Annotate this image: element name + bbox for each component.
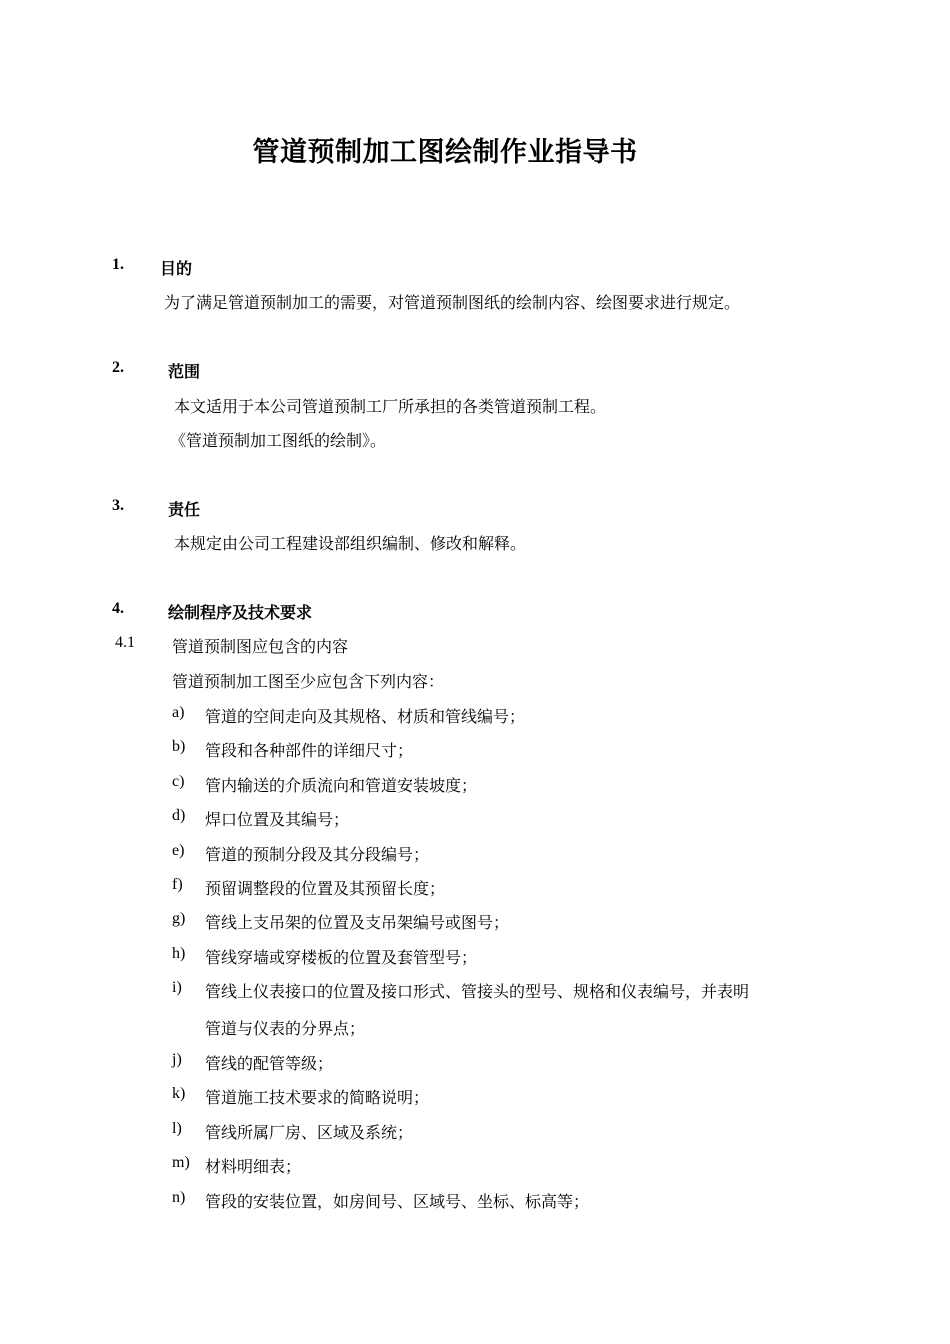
list-item-label: j) xyxy=(172,1051,182,1068)
list-item: 管线的配管等级； xyxy=(205,1054,334,1073)
section-4-heading: 绘制程序及技术要求 xyxy=(168,603,313,622)
list-item: 管线上支吊架的位置及支吊架编号或图号； xyxy=(205,913,510,932)
list-item-label: i) xyxy=(172,979,182,996)
list-item-label: b) xyxy=(172,738,186,755)
list-item: 管内输送的介质流向和管道安装坡度； xyxy=(205,776,478,795)
section-1-number: 1. xyxy=(112,256,124,273)
list-item: 管线所属厂房、区域及系统； xyxy=(205,1123,414,1142)
list-item: 管道的空间走向及其规格、材质和管线编号； xyxy=(205,707,526,726)
section-3-heading: 责任 xyxy=(168,500,201,519)
list-item: 管道施工技术要求的简略说明； xyxy=(205,1088,430,1107)
list-item-label: a) xyxy=(172,704,185,721)
section-2-heading: 范围 xyxy=(168,362,201,381)
list-item-label: g) xyxy=(172,910,186,927)
list-item-label: d) xyxy=(172,807,186,824)
list-item: 预留调整段的位置及其预留长度； xyxy=(205,879,446,898)
list-item: 管段和各种部件的详细尺寸； xyxy=(205,741,414,760)
list-item-label: h) xyxy=(172,945,186,962)
section-2-number: 2. xyxy=(112,359,124,376)
list-item-label: c) xyxy=(172,773,185,790)
section-3-text: 本规定由公司工程建设部组织编制、修改和解释。 xyxy=(174,534,527,553)
list-item-label: f) xyxy=(172,876,183,893)
list-item: 管道的预制分段及其分段编号； xyxy=(205,845,430,864)
list-item: 管线穿墙或穿楼板的位置及套管型号； xyxy=(205,948,478,967)
subsection-4-1-intro: 管道预制加工图至少应包含下列内容： xyxy=(172,672,445,691)
section-2-text-line-2: 《管道预制加工图纸的绘制》。 xyxy=(170,431,387,450)
subsection-4-1-number: 4.1 xyxy=(115,634,135,651)
list-item-label: e) xyxy=(172,842,185,859)
section-1-heading: 目的 xyxy=(160,259,193,278)
section-1-text: 为了满足管道预制加工的需要，对管道预制图纸的绘制内容、绘图要求进行规定。 xyxy=(164,293,741,312)
list-item-label: n) xyxy=(172,1189,186,1206)
list-item: 管段的安装位置，如房间号、区域号、坐标、标高等； xyxy=(205,1192,590,1211)
subsection-4-1-heading: 管道预制图应包含的内容 xyxy=(172,637,349,656)
list-item: 管线上仪表接口的位置及接口形式、管接头的型号、规格和仪表编号，并表明 xyxy=(205,982,750,1001)
page-title: 管道预制加工图绘制作业指导书 xyxy=(252,137,638,168)
section-2-text-line-1: 本文适用于本公司管道预制工厂所承担的各类管道预制工程。 xyxy=(174,397,607,416)
section-4-number: 4. xyxy=(112,600,124,617)
list-item: 焊口位置及其编号； xyxy=(205,810,350,829)
list-item-label: l) xyxy=(172,1120,182,1137)
section-3-number: 3. xyxy=(112,497,124,514)
list-item-continuation: 管道与仪表的分界点； xyxy=(205,1019,366,1038)
list-item: 材料明细表； xyxy=(205,1157,302,1176)
list-item-label: m) xyxy=(172,1154,190,1171)
list-item-label: k) xyxy=(172,1085,186,1102)
